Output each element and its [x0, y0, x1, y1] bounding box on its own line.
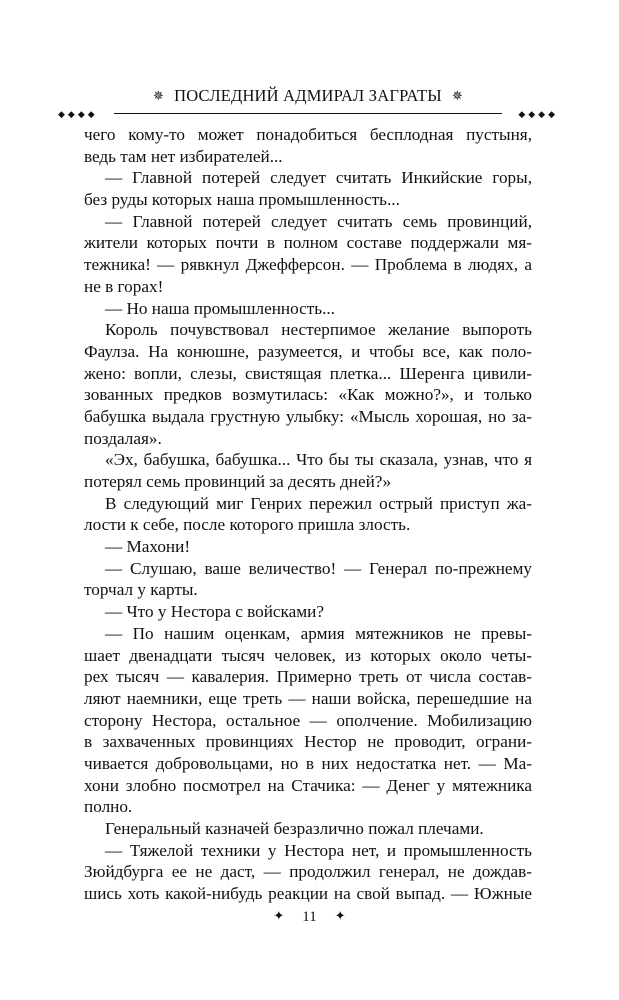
text-line: шает двенадцати тысяч человек, из которых около четы-	[84, 645, 532, 665]
text-line: в захваченных провинциях Нестор не проводит, ограни-	[84, 732, 532, 752]
text-line: сторону Нестора, остальное — ополчение. Мобилизацию	[84, 710, 532, 730]
text-line: рех тысяч — кавалерия. Примерно треть от числа состав-	[84, 667, 532, 687]
text-line: — Тяжелой техники у Нестора нет, и промышленность	[105, 840, 532, 860]
header-rule	[58, 108, 558, 120]
asterism-icon-right: ✵	[451, 88, 463, 103]
text-line: лости к себе, после которого пришла злость.	[84, 515, 411, 535]
text-line: чивается добровольцами, но в них недостатка нет. — Ма-	[84, 753, 532, 773]
text-line: жители которых почти в полном составе поддержали мя-	[84, 233, 532, 253]
text-line: полно.	[84, 797, 133, 817]
diamond-dots-icon-left: ◆◆◆◆	[58, 109, 98, 119]
text-line: хони злобно посмотрел на Стачика: — Денег у мятежника	[84, 775, 532, 795]
body-text	[84, 124, 532, 905]
text-line: чего кому-то может понадобиться бесплодная пустыня,	[84, 125, 532, 144]
text-line: шись хоть какой-нибудь реакции на свой выпад. — Южные	[84, 884, 532, 904]
text-line: Фаулза. На конюшне, разумеется, и чтобы все, как поло-	[84, 341, 532, 361]
text-line: «Эх, бабушка, бабушка... Что бы ты сказала, узнав, что я	[105, 450, 532, 470]
running-header	[58, 86, 558, 106]
text-line: ведь там нет избирателей...	[84, 146, 283, 166]
text-line: — Главной потерей следует считать семь провинций,	[105, 211, 532, 231]
text-line: торчал у карты.	[84, 580, 198, 600]
text-line: — По нашим оценкам, армия мятежников не превы-	[105, 623, 532, 643]
text-line: Король почувствовал нестерпимое желание выпороть	[105, 320, 532, 340]
four-point-star-icon-right: ✦	[334, 908, 346, 923]
header-divider	[114, 113, 502, 114]
text-line: — Что у Нестора с войсками?	[105, 602, 324, 622]
text-line: потерял семь провинций за десять дней?»	[84, 472, 392, 491]
text-line: тежника! — рявкнул Джефферсон. — Проблема в людях, а	[84, 255, 532, 275]
four-point-star-icon-left: ✦	[273, 908, 285, 923]
text-line: не в горах!	[84, 276, 164, 296]
text-line: зованных предков возмутилась: «Как можно?», и только	[84, 385, 532, 405]
text-line: В следующий миг Генрих пережил острый приступ жа-	[105, 493, 532, 513]
text-line: ляют наемники, еще треть — наши войска, перешедшие на	[84, 688, 532, 708]
page-number: 11	[302, 909, 317, 925]
diamond-dots-icon-right: ◆◆◆◆	[518, 109, 558, 119]
asterism-icon-left: ✵	[153, 88, 165, 103]
page-footer	[0, 906, 619, 927]
text-line: бабушка выдала грустную улыбку: «Мысль хорошая, но за-	[84, 406, 532, 426]
text-line: — Но наша промышленность...	[105, 298, 335, 318]
text-line: жено: вопли, слезы, свистящая плетка... Шеренга цивили-	[84, 363, 532, 383]
text-line: без руды которых наша промышленность...	[84, 190, 400, 210]
text-line: Зюйдбурга ее не даст, — продолжил генерал, не дождав-	[84, 862, 532, 882]
running-header-title: ПОСЛЕДНИЙ АДМИРАЛ ЗАГРАТЫ	[174, 86, 442, 105]
text-line: — Главной потерей следует считать Инкийские горы,	[105, 168, 532, 188]
text-line: поздалая».	[84, 428, 162, 448]
text-line: — Слушаю, ваше величество! — Генерал по-прежнему	[105, 558, 532, 578]
text-line: Генеральный казначей безразлично пожал плечами.	[105, 819, 484, 838]
text-line: — Махони!	[105, 537, 191, 557]
